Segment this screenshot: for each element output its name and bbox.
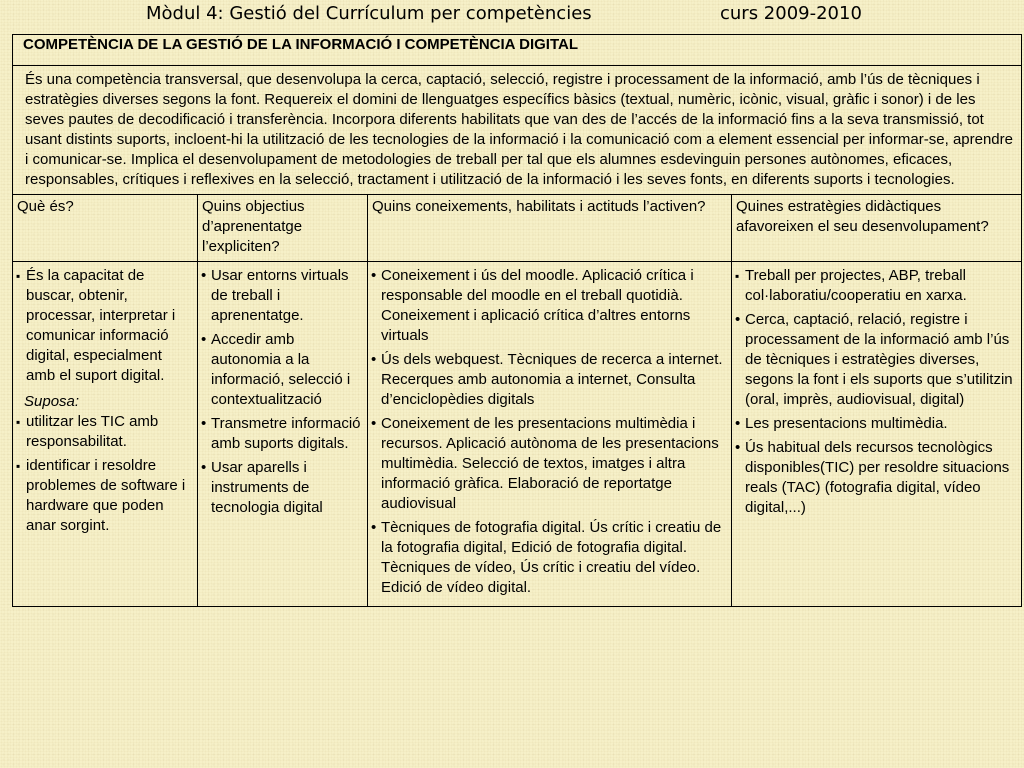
cell-objectives bbox=[198, 262, 368, 607]
slide-title: Mòdul 4: Gestió del Currículum per competències bbox=[146, 3, 592, 24]
course-year: curs 2009-2010 bbox=[720, 3, 862, 24]
header-knowledge: Quins coneixements, habilitats i actituds l’activen? bbox=[368, 195, 732, 262]
list-item: • Coneixement de les presentacions multimèdia i recursos. Aplicació autònoma de les presentacions multimèdia. Selecció de textos, imatges i altra informació gràfica. Elaboració de reportatge audiovisual bbox=[371, 414, 728, 514]
list-item: • Les presentacions multimèdia. bbox=[735, 414, 1018, 434]
list-item: • Coneixement i ús del moodle. Aplicació crítica i responsable del moodle en el treball quotidià. Coneixement i aplicació crítica d’altres entorns virtuals bbox=[371, 266, 728, 346]
list-item: ▪ identificar i resoldre problemes de software i hardware que poden anar sorgint. bbox=[16, 456, 194, 536]
cell-what-is bbox=[13, 262, 198, 607]
list-item: • Ús habitual dels recursos tecnològics disponibles(TIC) per resoldre situacions reals (TAC) (fotografia digital, vídeo digital,...) bbox=[735, 438, 1018, 518]
competence-table bbox=[12, 34, 1022, 607]
list-item: • Tècniques de fotografia digital. Ús crític i creatiu de la fotografia digital, Edició de fotografia digital. Tècniques de vídeo, Ús crític i creatiu del vídeo. Edició de vídeo digital. bbox=[371, 518, 728, 598]
list-item: ▪ Treball per projectes, ABP, treball col·laboratiu/cooperatiu en xarxa. bbox=[735, 266, 1018, 306]
list-item: ▪ utilitzar les TIC amb responsabilitat. bbox=[16, 412, 194, 452]
header-what-is: Què és? bbox=[13, 195, 198, 262]
cell-strategies bbox=[732, 262, 1022, 607]
competence-title: COMPETÈNCIA DE LA GESTIÓ DE LA INFORMACIÓ I COMPETÈNCIA DIGITAL bbox=[13, 35, 1022, 66]
slide-header bbox=[0, 0, 1024, 34]
competence-description: És una competència transversal, que desenvolupa la cerca, captació, selecció, registre i processament de la informació, amb l’ús de tècniques i estratègies diverses segons la font. Requereix el domini de llenguatges específics bàsics (textual, numèric, icònic, visual, gràfic i sonor) i de les seves pautes de decodificació i transferència. Incorpora diferents habilitats que van des de l’accés de la informació fins a la seva transmissió, tot usant distints suports, incloent-hi la utilització de les tecnologies de la informació i la comunicació com a element essencial per informar-se, aprendre i comunicar-se. Implica el desenvolupament de metodologies de treball per tal que els alumnes esdevinguin persones autònomes, eficaces, responsables, crítiques i reflexives en la selecció, tractament i utilització de la informació i les seves fonts, en diferents suports i tecnologies. bbox=[13, 66, 1022, 195]
list-item: • Accedir amb autonomia a la informació, selecció i contextualització bbox=[201, 330, 364, 410]
list-item: • Usar entorns virtuals de treball i aprenentatge. bbox=[201, 266, 364, 326]
list-item: • Ús dels webquest. Tècniques de recerca a internet. Recerques amb autonomia a internet, Consulta d’enciclopèdies digitals bbox=[371, 350, 728, 410]
list-item: • Cerca, captació, relació, registre i processament de la informació amb l’ús de tècniques i estratègies diverses, segons la font i els suports que s’utilitzin (oral, imprès, audiovisual, digital) bbox=[735, 310, 1018, 410]
suposa-label: Suposa: bbox=[24, 393, 80, 410]
cell-knowledge bbox=[368, 262, 732, 607]
list-item: • Transmetre informació amb suports digitals. bbox=[201, 414, 364, 454]
list-item: • Usar aparells i instruments de tecnologia digital bbox=[201, 458, 364, 518]
header-objectives: Quins objectius d’aprenentatge l’expliciten? bbox=[198, 195, 368, 262]
header-strategies: Quines estratègies didàctiques afavoreixen el seu desenvolupament? bbox=[732, 195, 1022, 262]
list-item: ▪ És la capacitat de buscar, obtenir, processar, interpretar i comunicar informació digital, especialment amb el suport digital. bbox=[16, 266, 194, 386]
